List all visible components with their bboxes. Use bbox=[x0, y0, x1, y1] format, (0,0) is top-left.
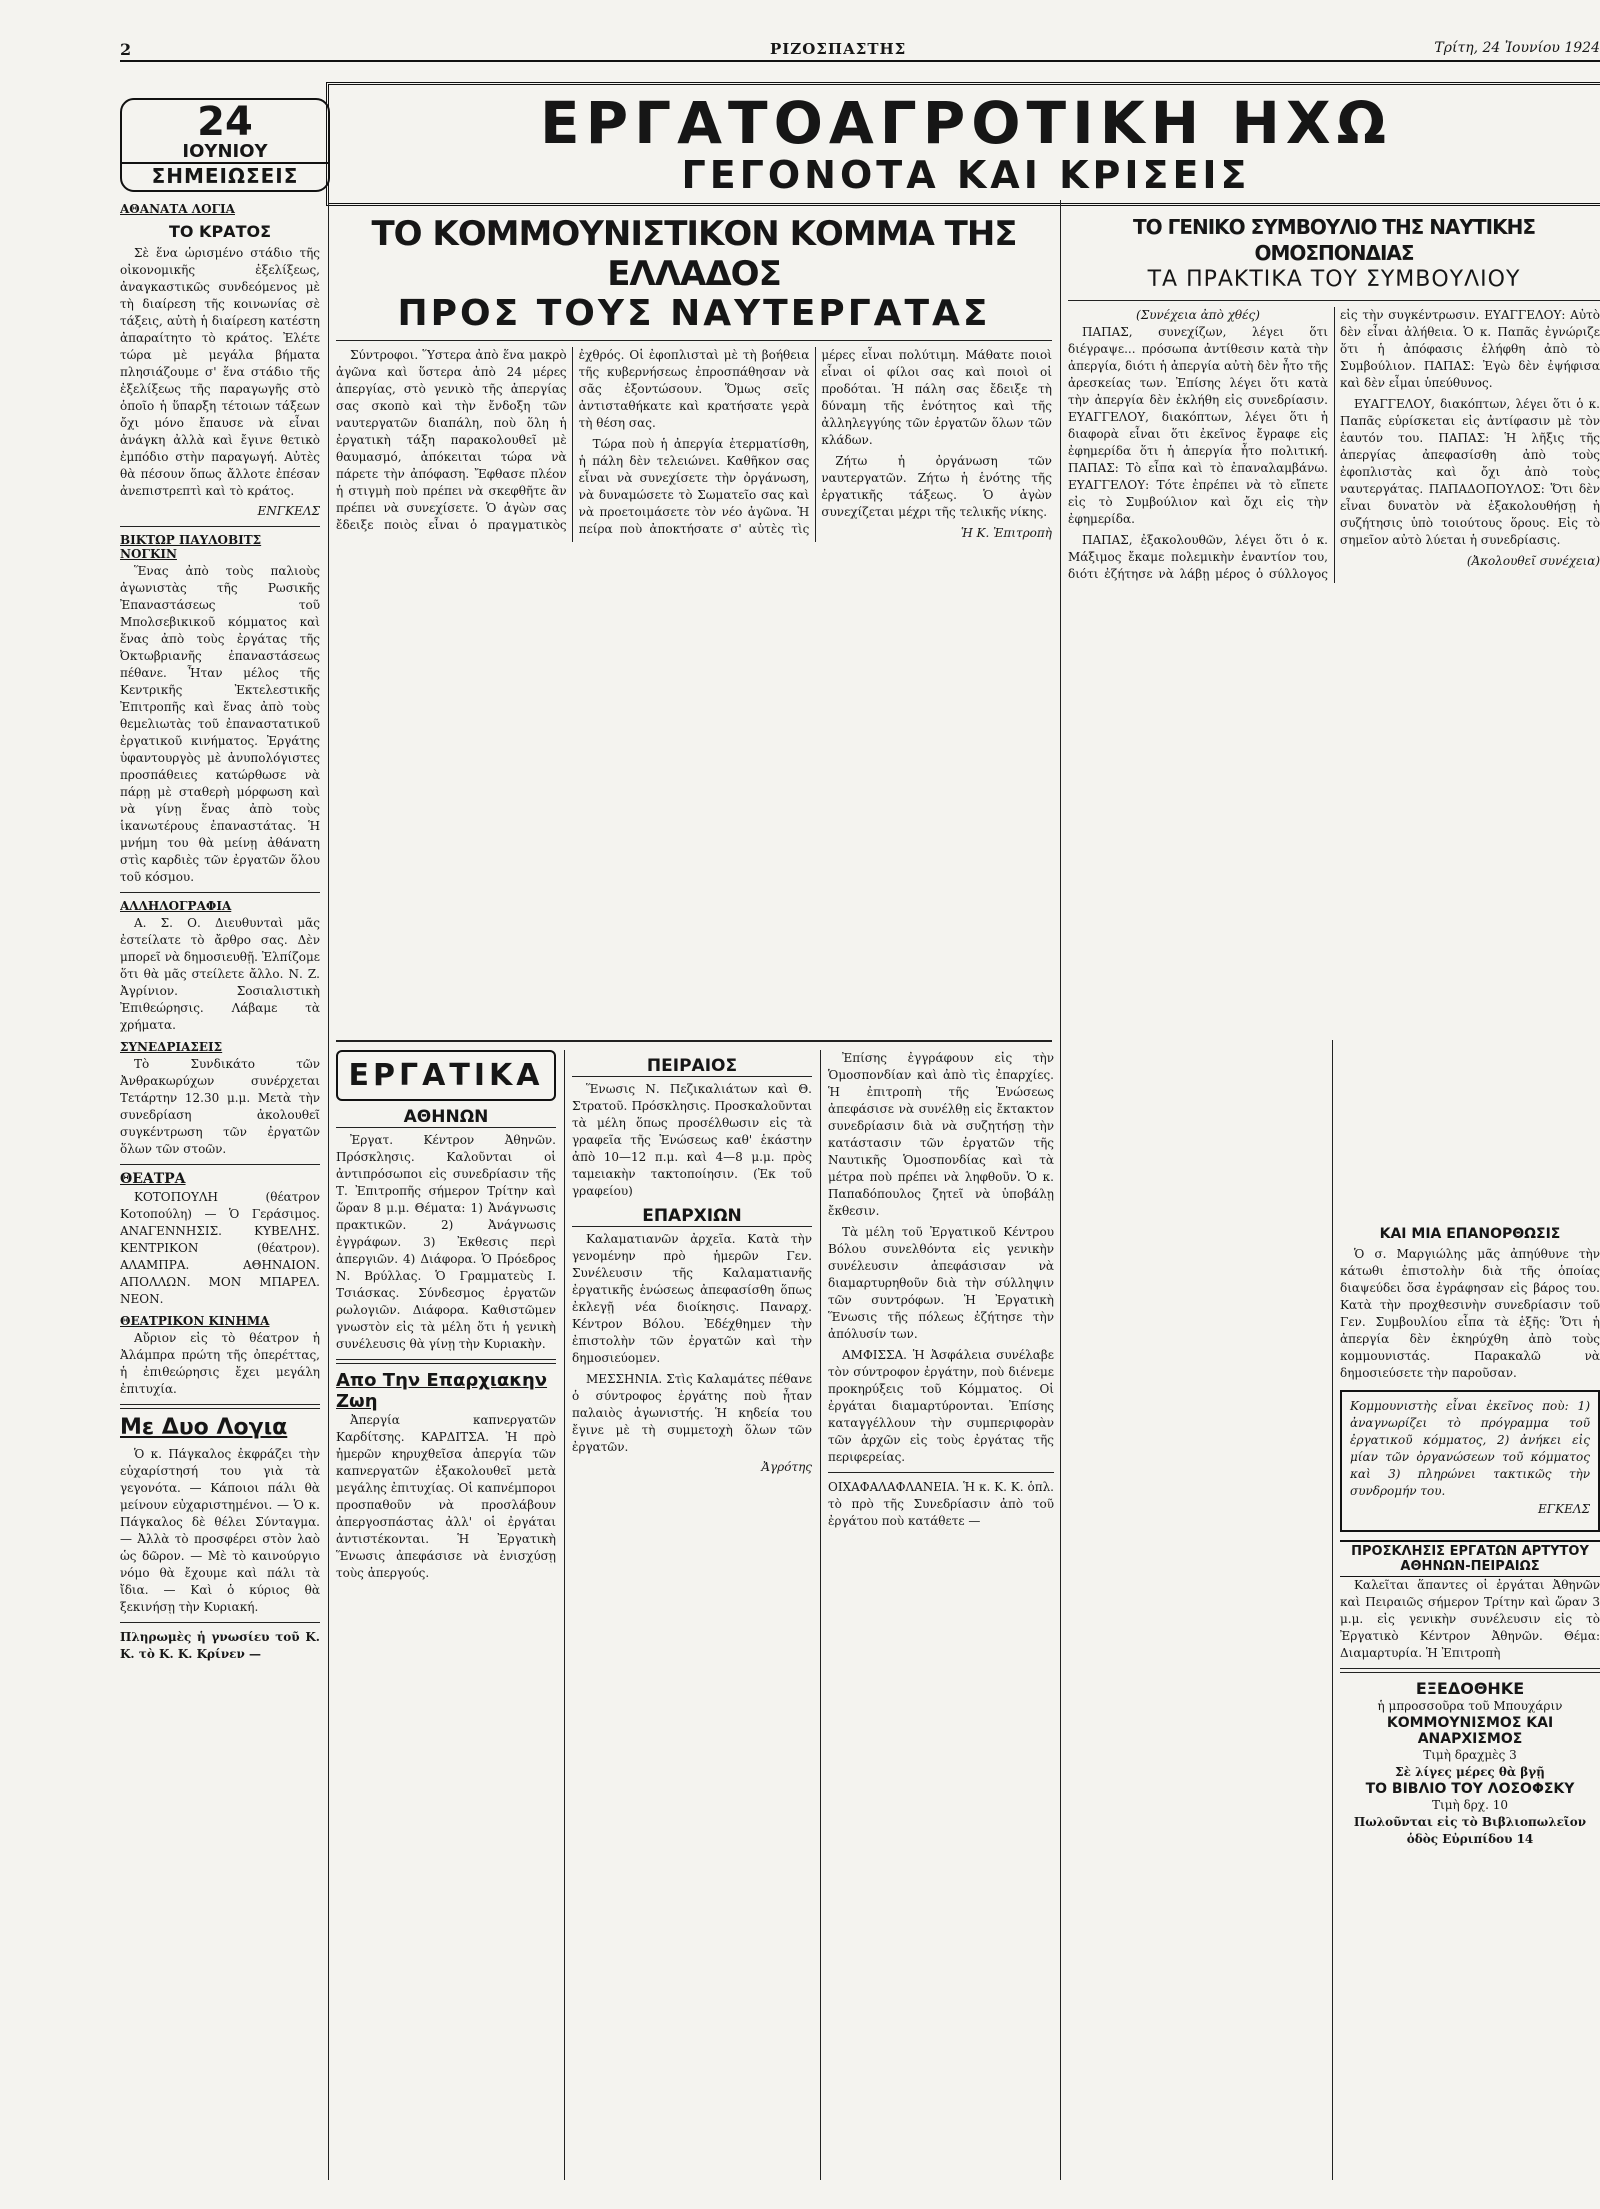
ergatika-logo: ΕΡΓΑΤΙΚΑ bbox=[336, 1050, 556, 1101]
bottom-notice: Πληρωμὲς ἡ γνωσίευ τοῦ Κ. Κ. τὸ Κ. Κ. Κρίνεν — bbox=[120, 1630, 320, 1661]
column-rule bbox=[328, 200, 329, 2180]
s3-kicker: ΑΛΛΗΛΟΓΡΑΦΙΑ bbox=[120, 899, 232, 913]
banner-subtitle: ΓΕΓΟΝΟΤΑ ΚΑΙ ΚΡΙΣΕΙΣ bbox=[681, 153, 1251, 197]
s1-body: Σὲ ἕνα ὡρισμένο στάδιο τῆς οἰκονομικῆς ἐξελίξεως, ἀναγκαστικῶς συνδεόμενος μὲ τὴ διαίρεση τῆς κοινωνίας σὲ τάξεις, αὐτὴ ἡ διαίρεση κατέστη ἀπαραίτητο τὸ κράτος. Ἐλέτε τώρα μὲ μεγάλα βήματα πλησιάζουμε σ' ἕνα στάδιο τῆς ἐξελίξεως τῆς παραγωγῆς στὸ ὁποῖο ἡ ὕπαρξη τέτοιων τάξεων ὄχι μόνο ἔπαυσε νὰ εἶναι ἀνάγκη ἀλλὰ καὶ ἔγινε θετικὸ ἐμπόδιο στὴν παραγωγή. Αὐτὲς θὰ πέσουν ὅπως ἄλλοτε ἐπέσαν ἀνεπιστρεπτὶ καὶ τὸ κράτος. bbox=[120, 246, 320, 498]
athens-heading: ΑΘΗΝΩΝ bbox=[336, 1107, 556, 1128]
right-column bbox=[1340, 1220, 1600, 2186]
s2-body: Ἕνας ἀπὸ τοὺς παλιοὺς ἀγωνιστὰς τῆς Ρωσικῆς Ἐπαναστάσεως τοῦ Μπολσεβικικοῦ κόμματος καὶ ἕνας ἀπὸ τοὺς ἐργάτας τῆς Ὀκτωβριανῆς ἐπαναστάσεως πέθανε. Ἦταν μέλος τῆς Κεντρικῆς Ἐκτελεστικῆς Ἐπιτροπῆς καὶ ἕνας ἀπὸ τοὺς θεμελιωτὰς τοῦ ἐπαναστατικοῦ ἐργατικοῦ κινήματος. Ἐργάτης ὑφαντουργὸς μὲ ἀνυπολόγιστες προσπάθειες κατώρθωσε νὰ πάρῃ μὲ σταθερὴ μόρφωση καὶ νὰ γίνῃ ἕνας ἀπὸ τοὺς ἱκανωτέρους ἐπαναστάτας. Ἡ μνήμη του θὰ μείνῃ ἀθάνατη στὶς καρδιὲς τῶν ἐργατῶν ὅλου τοῦ κόσμου. bbox=[120, 564, 320, 884]
naftiki-subheadline: ΤΑ ΠΡΑΚΤΙΚΑ ΤΟΥ ΣΥΜΒΟΥΛΙΟΥ bbox=[1147, 267, 1521, 292]
provinces-heading: ΕΠΑΡΧΙΩΝ bbox=[572, 1206, 812, 1227]
middle-body-c: ΑΜΦΙΣΣΑ. Ἡ Ἀσφάλεια συνέλαβε τὸν σύντροφον ἐργάτην, ποὺ διένεμε προκηρύξεις τοῦ Κόμματος. Οἱ ἐργάται διαμαρτύρονται. Ἐπίσης καταγγέλλουν τὴν συμπεριφορὰν τῶν ἀρχῶν εἰς τοὺς ἐργάτας τῆς περιφερείας. bbox=[828, 1348, 1054, 1464]
notes-label: ΣΗΜΕΙΩΣΕΙΣ bbox=[122, 162, 328, 188]
invitation-title: ΠΡΟΣΚΛΗΣΙΣ ΕΡΓΑΤΩΝ ΑΡΤΥΤΟΥ ΑΘΗΝΩΝ-ΠΕΙΡΑΙΩΣ bbox=[1340, 1540, 1600, 1577]
middle-body-b: Τὰ μέλη τοῦ Ἐργατικοῦ Κέντρου Βόλου συνελθόντα εἰς γενικὴν συνέλευσιν ἀπεφάσισαν νὰ διαμαρτυρηθοῦν διὰ τὴν σύλληψιν τῶν συντρόφων. Ἡ Ἐργατικὴ Ἕνωσις τῆς πόλεως ἐζήτησε τὴν ἀπόλυσίν των. bbox=[828, 1225, 1054, 1341]
book-title-2: ΤΟ ΒΙΒΛΙΟ ΤΟΥ ΛΟΣΟΦΣΚΥ bbox=[1365, 1781, 1575, 1797]
communist-box: Κομμουνιστὴς εἶναι ἐκεῖνος ποὺ: 1) ἀναγνωρίζει τὸ πρόγραμμα τοῦ ἐργατικοῦ κόμματος, 2) ἀνήκει εἰς μίαν τῶν ὀργανώσεων τοῦ κόμματος καὶ 3) πληρώνει τακτικῶς τὴν συνδρομήν του. ΕΓΚΕΛΣ bbox=[1340, 1390, 1600, 1532]
date-box bbox=[120, 98, 330, 192]
banner-title: ΕΡΓΑΤΟΑΓΡΟΤΙΚΗ ΗΧΩ bbox=[540, 89, 1392, 157]
section-banner bbox=[326, 82, 1600, 206]
naftiki-article bbox=[1068, 214, 1600, 1214]
piraeus-column bbox=[572, 1050, 812, 2186]
theatre-news-heading: ΘΕΑΤΡΙΚΟΝ ΚΙΝΗΜΑ bbox=[120, 1314, 270, 1328]
two-words-body: Ὁ κ. Πάγκαλος ἐκφράζει τὴν εὐχαρίστησή του γιὰ τὰ γεγονότα. — Κάποιοι πάλι θὰ μείνουν εὐχαριστημένοι. — Ὁ κ. Πάγκαλος δὲ θέλει Σύνταγμα. — Ἀλλὰ τὸ προσφέρει στὸν λαὸ ὡς δῶρον. — Μὲ τὸ καινούργιο νόμο θὰ ἔχουμε καὶ πάλι τὰ ἴδια. — Καὶ ὁ κύριος θὰ ξεκινήσῃ τὴν Κυριακή. bbox=[120, 1447, 320, 1614]
book-price-2: Τιμὴ δρχ. 10 bbox=[1432, 1798, 1508, 1812]
naftiki-body: (Συνέχεια ἀπὸ χθές) ΠΑΠΑΣ, συνεχίζων, λέγει ὅτι διέγραψε... πρόσωπα ἀντίθεσιν κατὰ τὴν ἀπεργία, διότι ἡ ἀπεργία αὐτὴ δὲν ἦτο τῆς ἀρεσκείας των. Ἐπίσης λέγει ὅτι κατὰ τὴν ἀπεργία δὲν ἐκλήθη εἰς συνεδρίασιν. ΕΥΑΓΓΕΛΟΥ, διακόπτων, λέγει ὅτι ἡ διαφορὰ εἶναι ὅτι ἐκεῖνος ἔγραφε εἰς ἐφημερίδα ὅτι ἡ ἀπεργία ἦτο πολιτική. ΠΑΠΑΣ: Τὸ εἶπα καὶ τὸ ἐπαναλαμβάνω. ΕΥΑΓΓΕΛΟΥ: Τότε ἐπρέπει νὰ τὸ εἴπετε εἰς τὸ Συμβούλιον καὶ ὄχι εἰς τὴν ἐφημερίδα. ΠΑΠΑΣ, ἐξακολουθῶν, λέγει ὅτι ὁ κ. Μάξιμος ἔκαμε πολεμικὴν ἐναντίον του, διότι ἐζήτησε νὰ λάβῃ μέρος ὁ σύλλογος εἰς τὴν συγκέντρωσιν. ΕΥΑΓΓΕΛΟΥ: Αὐτὸ δὲν εἶναι ἀλήθεια. Ὁ κ. Παπᾶς ἐγνώριζε ὅτι ἡ ἀπόφασις ἐλήφθη ἀπὸ τὸ Συμβούλιον. ΠΑΠΑΣ: Ἐγὼ δὲν ἐψήφισα καὶ δὲν εἶμαι ὑπεύθυνος. ΕΥΑΓΓΕΛΟΥ, διακόπτων, λέγει ὅτι ὁ κ. Παπᾶς εὑρίσκεται εἰς ἀντίφασιν μὲ τὸν ἑαυτόν του. ΠΑΠΑΣ: Ἡ λῆξις τῆς ἀπεργίας ἀπεφασίσθη ἀπὸ τοὺς ἐφοπλιστὰς καὶ ὄχι ἀπὸ τοὺς ναυτεργάτας. ΠΑΠΑΔΟΠΟΥΛΟΣ: Ὅτι δὲν εἶναι δυνατὸν νὰ ἐξακολουθήσῃ ἡ συζήτησις ὑπὸ τοιούτους ὅρους. Εἰς τὸ σημεῖον αὐτὸ λύεται ἡ συνεδρίασις. (Ἀκολουθεῖ συνέχεια) bbox=[1068, 308, 1600, 581]
kke-signature: Ἡ Κ. Ἐπιτροπὴ bbox=[960, 526, 1052, 540]
s1-title: ΤΟ ΚΡΑΤΟΣ bbox=[168, 222, 272, 241]
kke-article bbox=[336, 214, 1052, 1040]
messinia-body: ΜΕΣΣΗΝΙΑ. Στὶς Καλαμάτες πέθανε ὁ σύντροφος ἐργάτης ποὺ ἦταν παλαιὸς ἀγωνιστής. Ἡ κηδεία του ἔγινε μὲ τὴ συμμετοχὴ ὅλων τῶν ἐργατῶν. bbox=[572, 1372, 812, 1454]
paper-title: ΡΙΖΟΣΠΑΣΤΗΣ bbox=[770, 40, 907, 58]
provincial-life-body: Ἀπεργία καπνεργατῶν Καρδίτσης. ΚΑΡΔΙΤΣΑ. Ἡ πρὸ ἡμερῶν κηρυχθεῖσα ἀπεργία τῶν καπνεργατῶν ἐξακολουθεῖ μετὰ μεγάλης ἐπιτυχίας. Οἱ καπνέμποροι προσπαθοῦν νὰ προσλάβουν ἀπεργοσπάστας ἀλλ' οἱ ἐργάται ἀντιστέκονται. Ἡ Ἐργατικὴ Ἕνωσις ἀπεφάσισε νὰ ἐνισχύσῃ τοὺς ἀπεργούς. bbox=[336, 1413, 556, 1580]
column-rule bbox=[1060, 200, 1061, 2180]
s1-signature: ΕΝΓΚΕΛΣ bbox=[257, 504, 320, 518]
theatres-heading: ΘΕΑΤΡΑ bbox=[120, 1171, 186, 1187]
provincial-life-title: Απο Την Επαρχιακην Ζωη bbox=[336, 1370, 548, 1412]
upcoming-label: Σὲ λίγες μέρες θὰ βγῇ bbox=[1395, 1765, 1545, 1779]
book-title-1: ΚΟΜΜΟΥΝΙΣΜΟΣ ΚΑΙ ΑΝΑΡΧΙΣΜΟΣ bbox=[1386, 1715, 1554, 1747]
theatre-news-body: Αὔριον εἰς τὸ θέατρον ἡ Ἀλάμπρα πρώτη τῆς ὀπερέττας, ἡ ἐπιθεώρησις ἔχει μεγάλη ἐπιτυχία. bbox=[120, 1331, 320, 1396]
invitation-body: Καλεῖται ἅπαντες οἱ ἐργάται Ἀθηνῶν καὶ Πειραιῶς σήμερον Τρίτην καὶ ὥραν 3 μ.μ. εἰς γενικὴν συνέλευσιν εἰς τὸ Ἐργατικὸ Κέντρον Ἀθηνῶν. Θέμα: Διαμαρτυρία. Ἡ Ἐπιτροπὴ bbox=[1340, 1578, 1600, 1660]
athens-body: Ἐργατ. Κέντρον Ἀθηνῶν. Πρόσκλησις. Καλοῦνται οἱ ἀντιπρόσωποι εἰς συνεδρίασιν τῆς Τ. Ἐπιτροπῆς σήμερον Τρίτην καὶ ὥραν 8 μ.μ. Θέματα: 1) Ἀνάγνωσις πρακτικῶν. 2) Ἀνάγνωσις ἐγγράφων. 3) Ἐκθεσις περὶ ἀπεργιῶν. 4) Διάφορα. Ὁ Πρόεδρος Ν. Βρύλλας. Ὁ Γραμματεὺς Ι. Τσιάσκας. Σύνδεσμος ἐργατῶν ρωλογιῶν. Διάφορα. Καθιστῶμεν γνωστὸν εἰς τὰ μέλη ὅτι ἡ γενικὴ συνέλευσις θὰ γίνῃ τὴν Κυριακὴν. bbox=[336, 1133, 556, 1351]
issue-date: Τρίτη, 24 Ἰουνίου 1924 bbox=[1434, 40, 1600, 56]
piraeus-signature: Ἀγρότης bbox=[761, 1460, 812, 1474]
kke-body: Σύντροφοι. Ὕστερα ἀπὸ ἕνα μακρὸ ἀγῶνα καὶ ὕστερα ἀπὸ 24 μέρες ἀπεργίας, στὸ γενικὸ τῆς ἀπεργίας σας σκοπὸ καὶ τὴν ἔνδοξη τῶν ναυτεργατῶν διαπάλη, ποὺ ὅλη ἡ ἐργατικὴ τάξη παρακολουθεῖ μὲ θαυμασμό, ἀπόκειται τώρα νὰ πάρετε τὴν ἀπόφαση. Ἔφθασε πλέον ἡ στιγμὴ ποὺ πρέπει νὰ σκεφθῆτε ἂν πρέπει νὰ συνεχίσετε. Ὁ ἀγὼν σας ἔδειξε ποιὸς εἶναι ὁ πραγματικὸς ἐχθρός. Οἱ ἐφοπλισταὶ μὲ τὴ βοήθεια τῆς κυβερνήσεως ἐπροσπάθησαν νὰ σᾶς ἐξοντώσουν. Ὅμως σεῖς ἀντισταθήκατε καὶ κρατήσατε γερὰ τὴ θέση σας. Τώρα ποὺ ἡ ἀπεργία ἐτερματίσθη, ἡ πάλη δὲν τελειώνει. Καθῆκον σας εἶναι νὰ συνεχίσετε τὴν ὀργάνωση, νὰ δυναμώσετε τὸ Σωματεῖο σας καὶ νὰ προετοιμάσετε τὸν νέο ἀγῶνα. Ἡ πείρα ποὺ ἀποκτήσατε σ' αὐτὲς τὶς μέρες εἶναι πολύτιμη. Μάθατε ποιοὶ εἶναι οἱ φίλοι σας καὶ ποιοὶ οἱ προδόται. Ἡ πάλη σας ἔδειξε τὴ δύναμη τῆς ἑνότητος καὶ τῆς ἀλληλεγγύης τῶν ἐργατῶν ὅλων τῶν κλάδων. Ζήτω ἡ ὀργάνωση τῶν ναυτεργατῶν. Ζήτω ἡ ἑνότης τῆς ἐργατικῆς τάξεως. Ὁ ἀγὼν συνεχίζεται μέχρι τῆς τελικῆς νίκης. Ἡ Κ. Ἐπιτροπὴ bbox=[336, 348, 1052, 540]
s1-kicker: ΑΘΑΝΑΤΑ ΛΟΓΙΑ bbox=[120, 202, 235, 216]
page-number: 2 bbox=[120, 40, 132, 59]
date-month: ΙΟΥΝΙΟΥ bbox=[182, 141, 268, 162]
s3-body: Α. Σ. Ο. Διευθυνταὶ μᾶς ἐστείλατε τὸ ἄρθρο σας. Δὲν μπορεῖ νὰ δημοσιευθῇ. Ἐλπίζομε ὅτι θὰ μᾶς στείλετε ἄλλο. Ν. Ζ. Ἀγρίνιον. Σοσιαλιστικὴ Ἐπιθεώρησις. Λάβαμε τὰ χρήματα. bbox=[120, 916, 320, 1032]
left-column bbox=[120, 196, 320, 2186]
masthead bbox=[120, 40, 1600, 62]
s4-kicker: ΣΥΝΕΔΡΙΑΣΕΙΣ bbox=[120, 1040, 223, 1054]
naftiki-signature: (Ἀκολουθεῖ συνέχεια) bbox=[1466, 554, 1600, 568]
middle-body-a: Ἐπίσης ἐγγράφουν εἰς τὴν Ὁμοσπονδίαν καὶ ἀπὸ τὶς ἐπαρχίες. Ἡ ἐπιτροπὴ τῆς Ἑνώσεως ἀπεφάσισε νὰ συνέλθῃ εἰς ἔκτακτον συνεδρίασιν διὰ νὰ συζητήσῃ τὴν κατάστασιν τῶν ἐργατῶν τῆς Ναυτικῆς Ὁμοσπονδίας καὶ τὰ μέτρα ποὺ πρέπει νὰ ληφθοῦν. Ὁ κ. Παπαδόπουλος ζητεῖ νὰ ὑποβάλῃ ἔκθεσιν. bbox=[828, 1051, 1054, 1218]
piraeus-heading: ΠΕΙΡΑΙΟΣ bbox=[572, 1056, 812, 1077]
book-price-1: Τιμὴ δραχμὲς 3 bbox=[1423, 1748, 1517, 1762]
kke-headline: ΤΟ ΚΟΜΜΟΥΝΙΣΤΙΚΟΝ ΚΟΜΜΑ ΤΗΣ ΕΛΛΑΔΟΣ bbox=[371, 214, 1017, 294]
published-heading: ΕΞΕΔΟΘΗΚΕ bbox=[1415, 1679, 1525, 1698]
two-words-title: Με Δυο Λογια bbox=[120, 1415, 288, 1440]
piraeus-body: Ἕνωσις Ν. Πεζικαλιάτων καὶ Θ. Στρατοῦ. Πρόσκλησις. Προσκαλοῦνται τὰ μέλη ὅπως προσέλθωσιν εἰς τὰ γραφεῖα τῆς Ἑνώσεως καθ' ἑκάστην ἀπὸ 10—12 π.μ. καὶ 4—8 μ.μ. πρὸς ταμειακὴν τακτοποίησιν. (Ἐκ τοῦ γραφείου) bbox=[572, 1082, 812, 1198]
naftiki-headline: ΤΟ ΓΕΝΙΚΟ ΣΥΜΒΟΥΛΙΟ ΤΗΣ ΝΑΥΤΙΚΗΣ ΟΜΟΣΠΟΝΔΙΑΣ bbox=[1132, 215, 1535, 265]
ergatika-column bbox=[336, 1050, 556, 2186]
date-day: 24 bbox=[197, 99, 253, 145]
middle-column bbox=[828, 1050, 1054, 2186]
middle-footer: ΟΙΧΑΦΑΛΑΦΛΑΝΕΙΑ. Ἡ κ. Κ. Κ. ὁπλ. τὸ πρὸ τῆς Συνεδρίασιν ἀπὸ τοῦ ἐργάτου ποὺ κατάθετε — bbox=[828, 1480, 1054, 1528]
correction-body: Ὁ σ. Μαργιώλης μᾶς ἀπηύθυνε τὴν κάτωθι ἐπιστολὴν διὰ τῆς ὁποίας διαψεύδει ὅσα ἐγράφησαν εἰς βάρος του. Κατὰ τὴν προχθεσινὴν συνεδρίασιν τοῦ Γεν. Συμβουλίου εἶπα τὰ ἑξῆς: Ὅτι ἡ ἀπεργία δὲν ἐκηρύχθη ἀπὸ τοὺς κομμουνιστάς. Παρακαλῶ νὰ δημοσιεύσετε τὴν παροῦσαν. bbox=[1340, 1247, 1600, 1380]
kke-subheadline: ΠΡΟΣ ΤΟΥΣ ΝΑΥΤΕΡΓΑΤΑΣ bbox=[397, 293, 991, 334]
published-sub: ἡ μπροσσοῦρα τοῦ Μπουχάριν bbox=[1377, 1699, 1563, 1713]
bookshop-address: Πωλοῦνται εἰς τὸ Βιβλιοπωλεῖον ὁδὸς Εὐριπίδου 14 bbox=[1353, 1815, 1587, 1846]
theatres-body: ΚΟΤΟΠΟΥΛΗ (θέατρον Κοτοπούλη) — Ὁ Γεράσιμος. ΑΝΑΓΕΝΝΗΣΙΣ. ΚΥΒΕΛΗΣ. ΚΕΝΤΡΙΚΟΝ (θέατρον). ΑΛΑΜΠΡΑ. ΑΘΗΝΑΙΟΝ. ΑΠΟΛΛΩΝ. ΜΟΝ ΜΠΑΡΕΛ. ΝΕΟΝ. bbox=[120, 1190, 320, 1306]
s2-kicker: ΒΙΚΤΩΡ ΠΑΥΛΟΒΙΤΣ ΝΟΓΚΙΝ bbox=[120, 533, 262, 561]
correction-title: ΚΑΙ ΜΙΑ ΕΠΑΝΟΡΘΩΣΙΣ bbox=[1379, 1226, 1561, 1242]
s4-body: Τὸ Συνδικάτο τῶν Ἀνθρακωρύχων συνέρχεται Τετάρτην 12.30 μ.μ. Μετὰ τὴν συνεδρίαση ἀκολουθεῖ συγκέντρωση τῶν ἐργατῶν ὅλων τῶν στοῶν. bbox=[120, 1057, 320, 1156]
provinces-body: Καλαματιανῶν ἀρχεῖα. Κατὰ τὴν γενομένην πρὸ ἡμερῶν Γεν. Συνέλευσιν τῆς Καλαματιανῆς ἐργατικῆς ἑνώσεως ἀπεφασίσθη ὅπως ἐκλεγῇ νέα διοίκησις. Παναρχ. Κέντρον Βόλου. Ἐδέχθημεν τὴν ἐπιστολὴν τῶν ἐργατῶν καὶ τὴν δημοσιεύομεν. bbox=[572, 1232, 812, 1365]
